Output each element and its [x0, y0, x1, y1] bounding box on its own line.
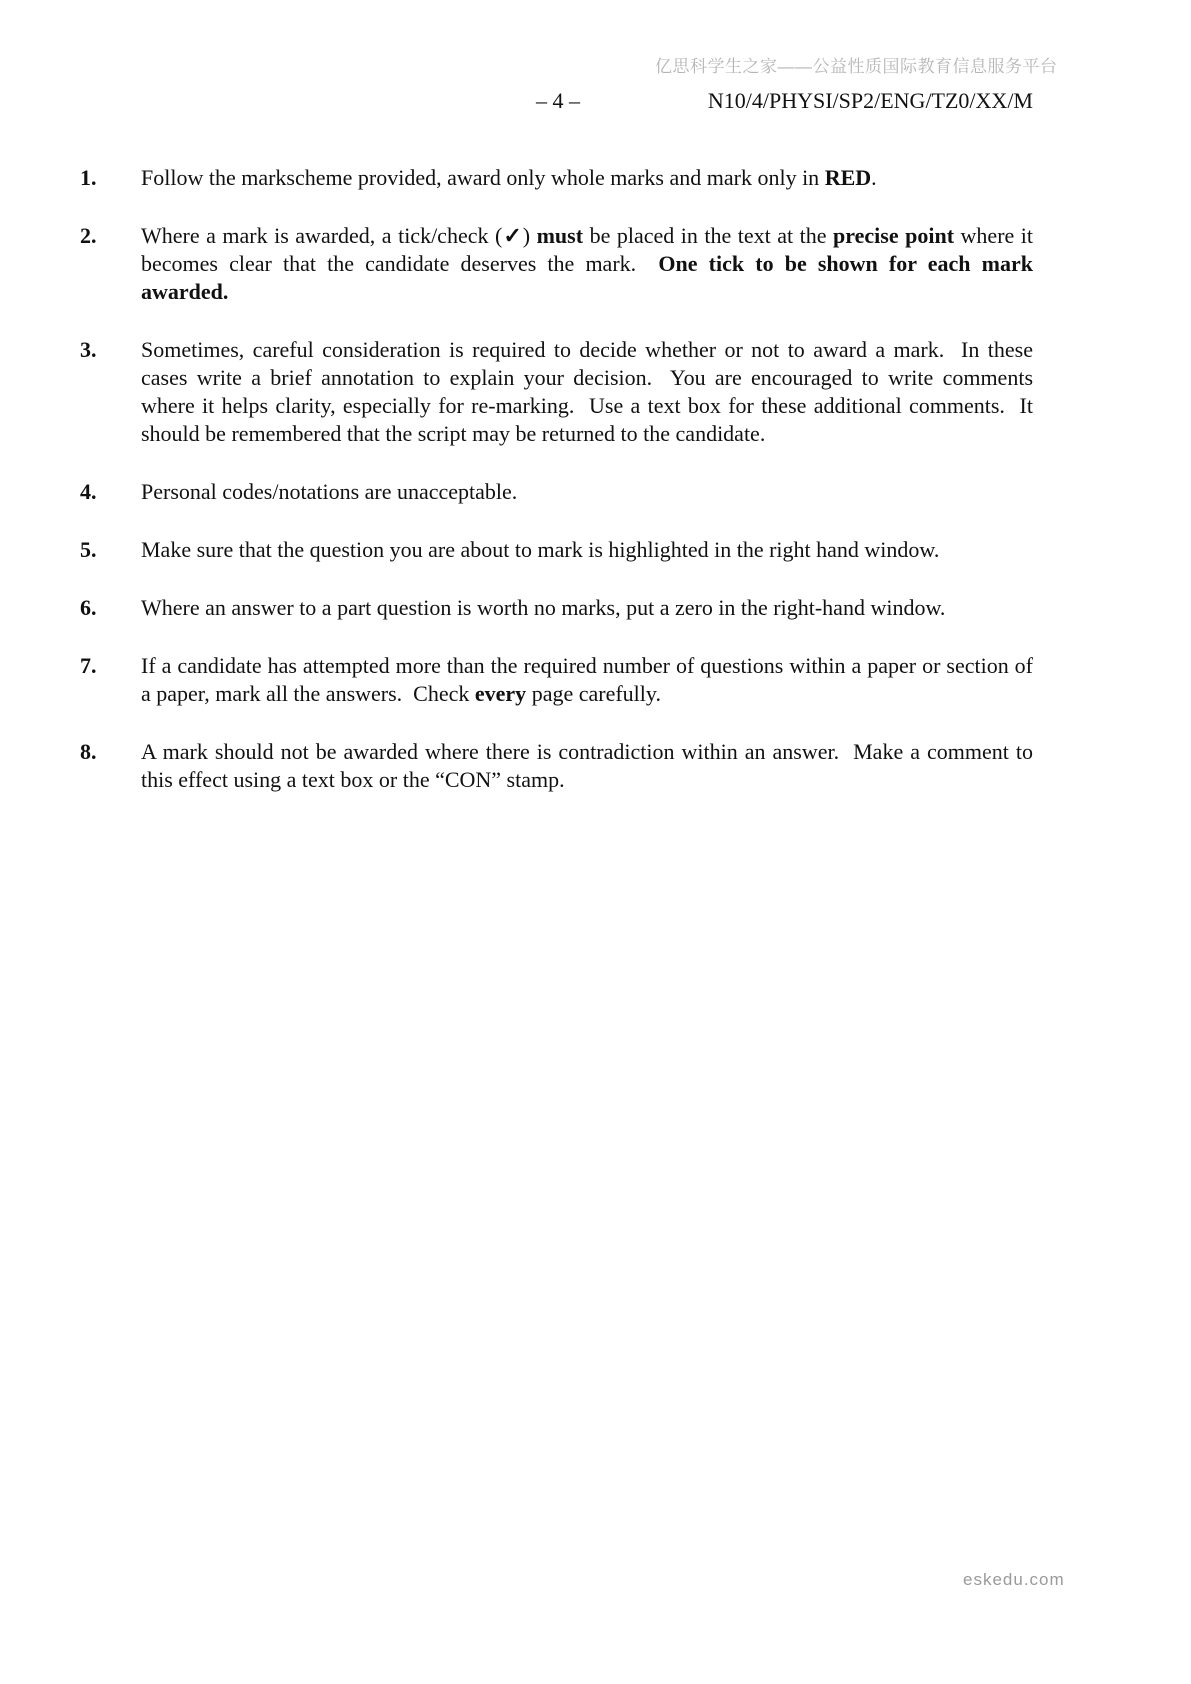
- instruction-item: [80, 738, 1033, 794]
- instruction-item: [80, 594, 1033, 622]
- instruction-text: [141, 536, 1033, 564]
- instruction-text-segment: If a candidate has attempted more than the required number of questions within a paper or section of a paper, mark all the answers. Check: [141, 653, 1033, 706]
- instruction-number: 6.: [80, 595, 97, 620]
- instruction-item: [80, 336, 1033, 448]
- instruction-text-bold-segment: One tick to be shown for each mark awarded.: [141, 251, 1033, 304]
- instruction-text-segment: Make sure that the question you are about to mark is highlighted in the right hand window.: [141, 537, 940, 562]
- instruction-text-bold-segment: must: [536, 223, 584, 248]
- instruction-text-segment: Where an answer to a part question is worth no marks, put a zero in the right-hand window.: [141, 595, 946, 620]
- instruction-text: [141, 652, 1033, 708]
- instruction-number: 3.: [80, 337, 97, 362]
- instruction-text-segment: Follow the markscheme provided, award only whole marks and mark only in: [141, 165, 825, 190]
- instruction-text-segment: Personal codes/notations are unacceptable.: [141, 479, 518, 504]
- instruction-text: [141, 738, 1033, 794]
- instruction-item: [80, 222, 1033, 306]
- instruction-text: [141, 336, 1033, 448]
- instruction-item: [80, 536, 1033, 564]
- site-watermark-top: 亿思科学生之家——公益性质国际教育信息服务平台: [655, 57, 1058, 76]
- instruction-text-segment: ): [522, 223, 537, 248]
- site-watermark-bottom: eskedu.com: [963, 1570, 1065, 1589]
- instruction-number: 1.: [80, 165, 97, 190]
- instruction-item: [80, 164, 1033, 192]
- instruction-text: [141, 222, 1033, 306]
- instruction-text: [141, 478, 1033, 506]
- instruction-text: [141, 164, 1033, 192]
- instruction-text-bold-segment: RED: [824, 165, 872, 190]
- instruction-number: 2.: [80, 223, 97, 248]
- instruction-text-bold-segment: ✓: [502, 223, 523, 248]
- instruction-number: 5.: [80, 537, 97, 562]
- instruction-text-segment: Where a mark is awarded, a tick/check (: [141, 223, 503, 248]
- instruction-text-segment: Sometimes, careful consideration is required to decide whether or not to award a mark. In these cases write a brief annotation to explain your decision. You are encouraged to write comments where it helps clarity, especially for re-marking. Use a text box for these additional comments. It should be remembered that the script may be returned to the candidate.: [141, 337, 1033, 446]
- instruction-number: 4.: [80, 479, 97, 504]
- instruction-text-bold-segment: every: [474, 681, 527, 706]
- page-number: – 4 –: [536, 88, 580, 113]
- instruction-number: 8.: [80, 739, 97, 764]
- instruction-text-segment: where it becomes clear that the candidate deserves the mark.: [141, 223, 1034, 276]
- instruction-text: [141, 594, 1033, 622]
- instruction-item: [80, 652, 1033, 708]
- instruction-item: [80, 478, 1033, 506]
- instruction-text-segment: page carefully.: [526, 681, 661, 706]
- instructions-list: [80, 164, 1033, 824]
- instruction-number: 7.: [80, 653, 97, 678]
- instruction-text-bold-segment: precise point: [833, 223, 955, 248]
- instruction-text-segment: A mark should not be awarded where there is contradiction within an answer. Make a comment to this effect using a text box or the “CON” stamp.: [141, 739, 1033, 792]
- instruction-text-segment: .: [871, 165, 877, 190]
- instruction-text-segment: be placed in the text at the: [583, 223, 834, 248]
- document-code: N10/4/PHYSI/SP2/ENG/TZ0/XX/M: [707, 88, 1033, 113]
